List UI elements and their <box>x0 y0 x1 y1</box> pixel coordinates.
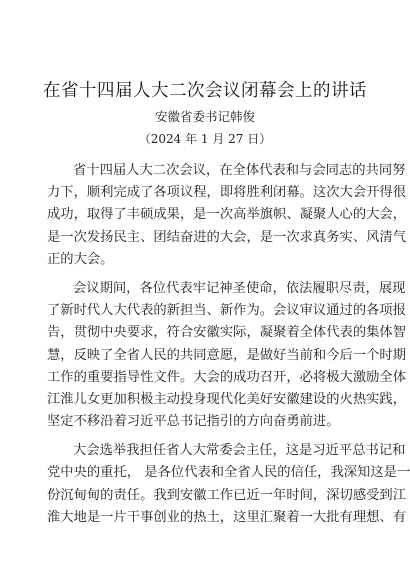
document-author: 安徽省委书记韩俊 <box>154 109 255 124</box>
text-line: 是一次发扬民主、团结奋进的大会，是一次求真务实、风清气 <box>47 229 407 245</box>
text-line: 正的大会。 <box>47 251 114 267</box>
paragraph <box>47 278 407 433</box>
text-line: 江淮儿女更加积极主动投身现代化美好安徽建设的火热实践， <box>47 391 407 407</box>
text-line: 党中央的重托， 是各位代表和全省人民的信任，我深知这是一 <box>47 465 410 481</box>
document-date: （2024 年 1 月 27 日） <box>138 132 272 146</box>
text-line: 了新时代人大代表的新担当、新作为。会议审议通过的各项报 <box>47 303 407 319</box>
text-line: 会议期间，各位代表牢记神圣使命，依法履职尽责，展现 <box>73 280 406 296</box>
text-line: 告，贯彻中央要求，符合安徽实际，凝聚着全体代表的集体智 <box>47 325 407 341</box>
text-line: 坚定不移沿着习近平总书记指引的方向奋勇前进。 <box>47 414 340 430</box>
text-line: 大会选举我担任省人大常委会主任，这是习近平总书记和 <box>73 443 406 459</box>
text-line: 淮大地是一片干事创业的热土，这里汇聚着一大批有理想、有 <box>47 509 407 525</box>
text-line: 力下，顺利完成了各项议程，即将胜利闭幕。这次大会开得很 <box>47 185 407 201</box>
text-line: 工作的重要指导性文件。大会的成功召开，必将极大激励全体 <box>47 369 407 385</box>
text-line: 省十四届人大二次会议，在全体代表和与会同志的共同努 <box>73 163 406 178</box>
paragraph <box>47 440 410 529</box>
document-body <box>47 160 410 536</box>
text-line: 份沉甸甸的责任。我到安徽工作已近一年时间，深切感受到江 <box>47 487 407 503</box>
text-line: 慧，反映了全省人民的共同意愿，是做好当前和今后一个时期 <box>47 347 407 363</box>
text-line: 成功，取得了丰硕成果，是一次高举旗帜、凝聚人心的大会， <box>47 207 407 223</box>
document-title: 在省十四届人大二次会议闭幕会上的讲话 <box>43 81 367 101</box>
paragraph <box>47 160 407 271</box>
